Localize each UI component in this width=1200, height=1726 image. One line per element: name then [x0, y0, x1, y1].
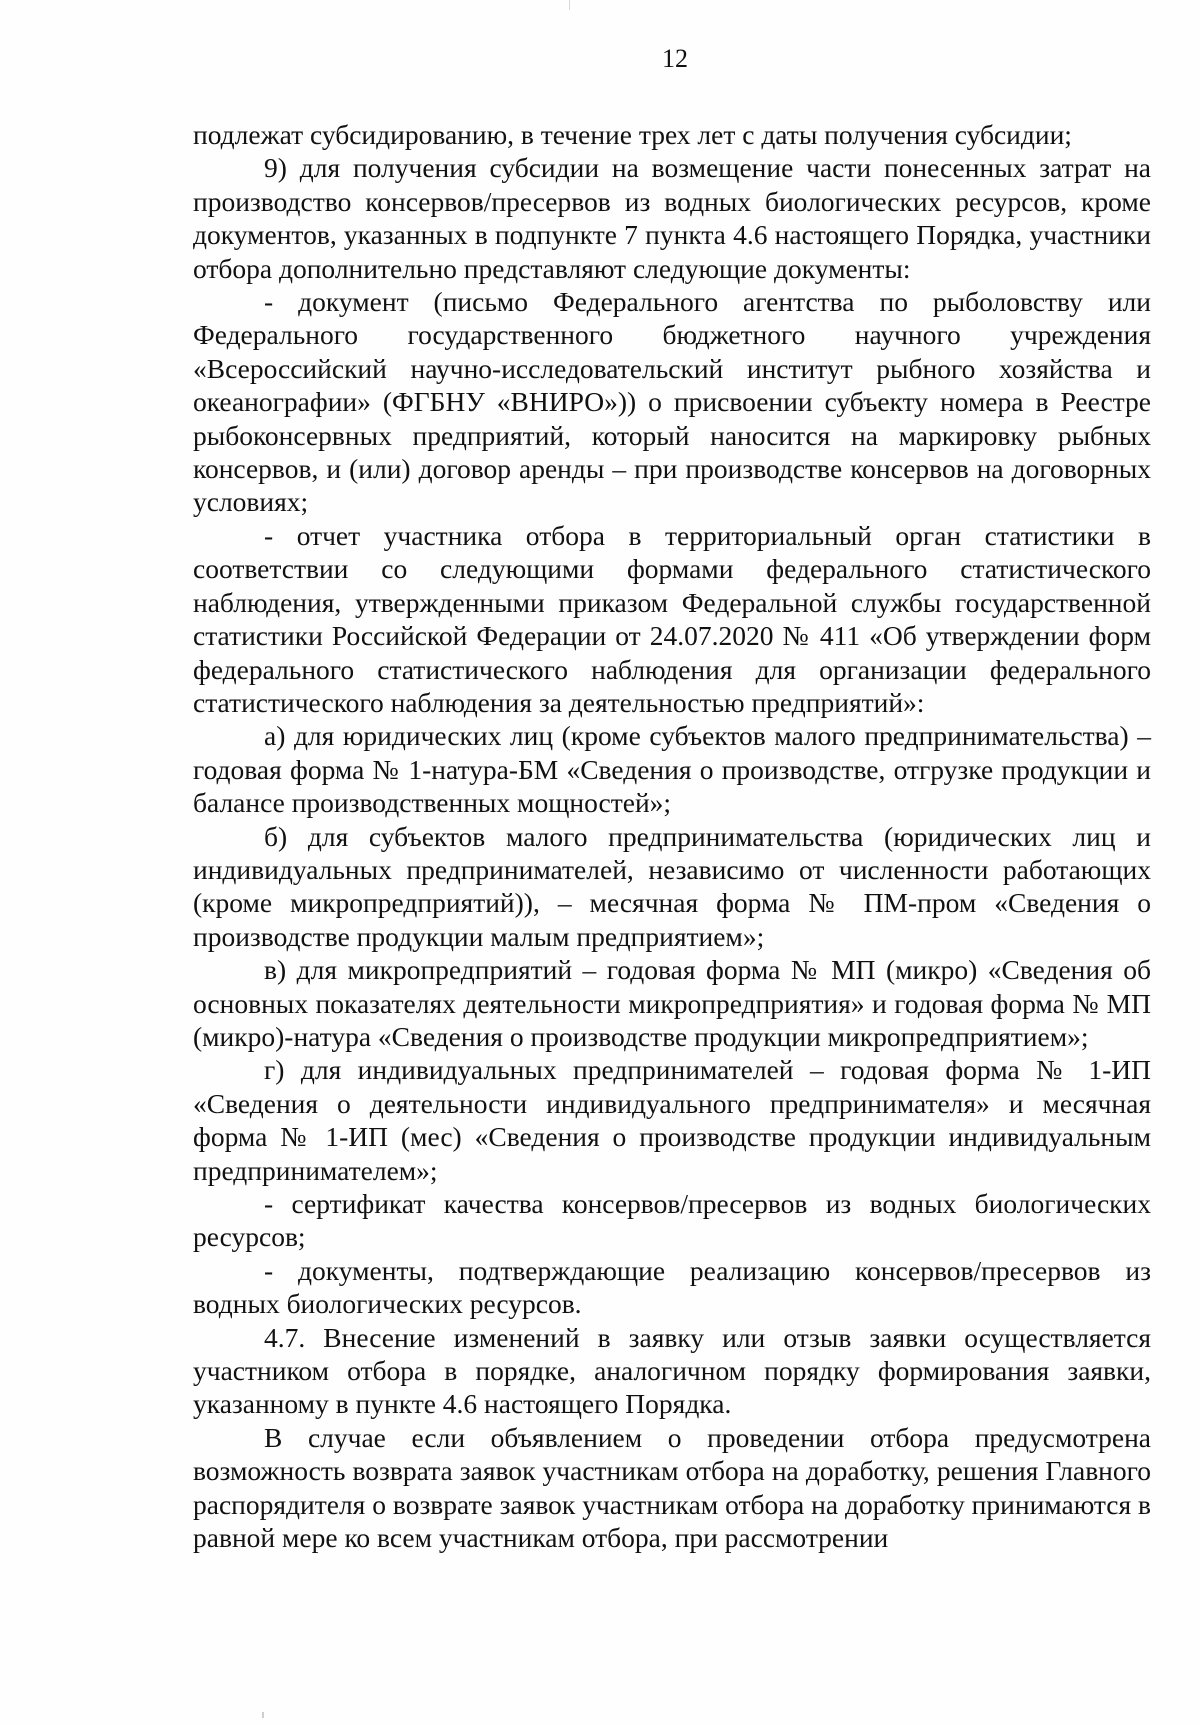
scan-mark-bottom: [262, 1712, 264, 1718]
paragraph-bullet-sales-documents: - документы, подтверждающие реализацию консервов/пресервов из водных биологических ресурсов.: [193, 1254, 1151, 1320]
paragraph-section-4-7: 4.7. Внесение изменений в заявку или отзыв заявки осуществляется участником отбора в порядке, аналогичном порядку формирования заявки, указанному в пункте 4.6 настоящего Порядка.: [193, 1321, 1151, 1420]
paragraph-subitem-a: а) для юридических лиц (кроме субъектов малого предпринимательства) – годовая форма № 1-натура-БМ «Сведения о производстве, отгрузке продукции и балансе производственных мощностей»;: [193, 720, 1151, 819]
scan-mark-top: [569, 0, 570, 10]
paragraph-bullet-registry-document: - документ (письмо Федерального агентства по рыболовству или Федерального государственного бюджетного научного учреждения «Всероссийский научно-исследовательский институт рыбного хозяйства и океанографии» (ФГБНУ «ВНИРО»)) о присвоении субъекту номера в Реестре рыбоконсервных предприятий, который наносится на маркировку рыбных консервов, и (или) договор аренды – при производстве консервов на договорных условиях;: [193, 286, 1151, 518]
paragraph-subitem-b: б) для субъектов малого предпринимательства (юридических лиц и индивидуальных предпринимателей, независимо от численности работающих (кроме микропредприятий)), – месячная форма № ПМ-пром «Сведения о производстве продукции малым предприятием»;: [193, 820, 1151, 952]
paragraph-item-9: 9) для получения субсидии на возмещение части понесенных затрат на производство консервов/пресервов из водных биологических ресурсов, кроме документов, указанных в подпункте 7 пункта 4.6 настоящего Порядка, участники отбора дополнительно представляют следующие документы:: [193, 152, 1151, 284]
paragraph-continuation: подлежат субсидированию, в течение трех лет с даты получения субсидии;: [193, 119, 1072, 150]
paragraph-return-for-revision: В случае если объявлением о проведении отбора предусмотрена возможность возврата заявок участникам отбора на доработку, решения Главного распорядителя о возврате заявок участникам отбора на доработку принимаются в равной мере ко всем участникам отбора, при рассмотрении: [193, 1421, 1151, 1554]
paragraph-bullet-certificate: - сертификат качества консервов/пресервов из водных биологических ресурсов;: [193, 1188, 1151, 1253]
paragraph-bullet-statistics-report: - отчет участника отбора в территориальный орган статистики в соответствии со следующими формами федерального статистического наблюдения, утвержденными приказом Федеральной службы государственной статистики Российской Федерации от 24.07.2020 № 411 «Об утверждении форм федерального статистического наблюдения для организации федерального статистического наблюдения за деятельностью предприятий»:: [193, 519, 1151, 718]
page-number: 12: [662, 44, 688, 73]
paragraph-subitem-g: г) для индивидуальных предпринимателей – годовая форма № 1-ИП «Сведения о деятельности индивидуального предпринимателя» и месячная форма № 1-ИП (мес) «Сведения о производстве продукции индивидуальным предпринимателем»;: [193, 1054, 1151, 1186]
paragraph-subitem-v: в) для микропредприятий – годовая форма № МП (микро) «Сведения об основных показателях деятельности микропредприятия» и годовая форма № МП (микро)-натура «Сведения о производстве продукции микропредприятием»;: [193, 954, 1151, 1052]
document-body: [193, 118, 1151, 1554]
